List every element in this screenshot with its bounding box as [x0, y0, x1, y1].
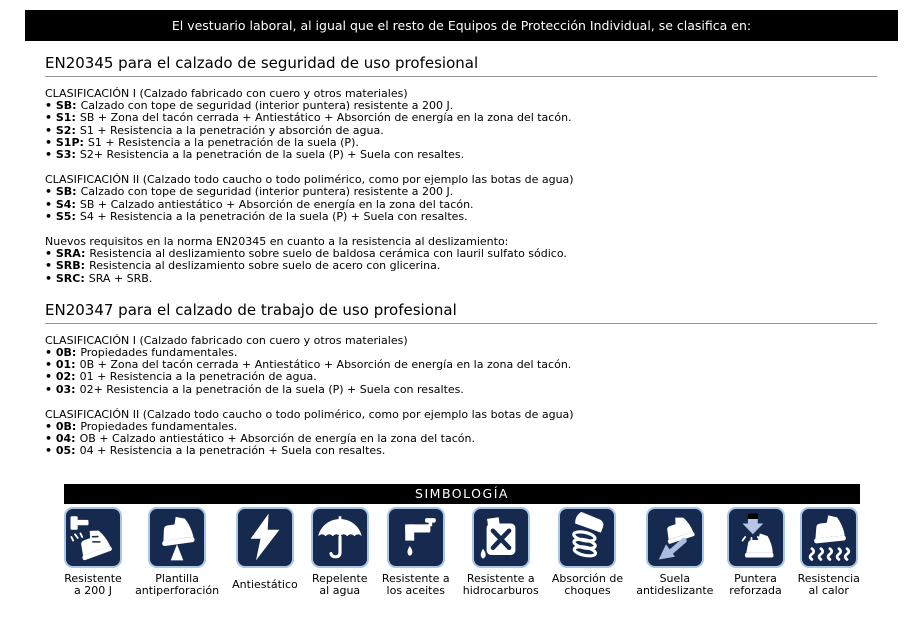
- banner-text: El vestuario laboral, al igual que el resto de Equipos de Protección Individual, se clasifica en:: [171, 18, 752, 33]
- symbology-icons-row: [64, 507, 860, 598]
- item-code: SRB:: [55, 259, 86, 273]
- symbol-label: Resistente a hidrocarburos: [462, 572, 539, 598]
- item-text: 04 + Resistencia a la penetración + Suela con resaltes.: [79, 444, 386, 458]
- classification-item: [45, 384, 877, 396]
- symbol-impact-200j: [64, 507, 122, 598]
- item-text: 02+ Resistencia a la penetración de la suela (P) + Suela con resaltes.: [79, 382, 464, 396]
- classification-block: [45, 174, 877, 223]
- item-text: SB + Calzado antiestático + Absorción de energía en la zona del tacón.: [79, 197, 474, 211]
- item-code: S3:: [55, 148, 76, 162]
- symbol-label: Resistencia al calor: [797, 572, 860, 598]
- item-code: S5:: [55, 209, 76, 223]
- item-code: 01:: [55, 358, 76, 372]
- classification-item: [45, 125, 877, 137]
- symbol-antislip: [636, 507, 713, 598]
- symbol-label: Suela antideslizante: [636, 572, 714, 598]
- lightning-icon: [236, 507, 294, 568]
- umbrella-icon: [311, 507, 369, 568]
- symbol-toe-cap: [727, 507, 785, 598]
- heat-waves-icon: [800, 507, 858, 568]
- classification-heading: CLASIFICACIÓN I (Calzado fabricado con cuero y otros materiales): [45, 333, 408, 347]
- document-body: [45, 54, 877, 458]
- item-code: 0B:: [55, 420, 77, 434]
- fuel-can-icon: [472, 507, 530, 568]
- item-text: Propiedades fundamentales.: [80, 420, 238, 434]
- item-text: Calzado con tope de seguridad (interior puntera) resistente a 200 J.: [80, 99, 454, 113]
- symbol-antistatic: [232, 507, 298, 598]
- toe-cap-arrow-icon: [727, 507, 785, 568]
- item-code: S4:: [55, 197, 76, 211]
- item-text: 0B + Zona del tacón cerrada + Antiestático + Absorción de energía en la zona del tacón.: [79, 358, 572, 372]
- item-code: S2:: [55, 123, 76, 137]
- item-text: S4 + Resistencia a la penetración de la suela (P) + Suela con resaltes.: [79, 209, 468, 223]
- item-text: OB + Calzado antiestático + Absorción de energía en la zona del tacón.: [79, 432, 475, 446]
- item-text: Propiedades fundamentales.: [80, 346, 238, 360]
- symbol-antiperforation: [135, 507, 219, 598]
- symbol-label: Resistente a los aceites: [381, 572, 450, 598]
- slip-requirements-block: [45, 236, 877, 285]
- section-title: EN20347 para el calzado de trabajo de uso profesional: [45, 301, 877, 324]
- classification-item: [45, 371, 877, 383]
- classification-item: [45, 211, 877, 223]
- item-text: Calzado con tope de seguridad (interior puntera) resistente a 200 J.: [80, 185, 454, 199]
- section-en20347: [45, 301, 877, 458]
- item-text: S1 + Resistencia a la penetración y absorción de agua.: [79, 123, 384, 137]
- classification-heading: Nuevos requisitos en la norma EN20345 en cuanto a la resistencia al deslizamiento:: [45, 235, 509, 249]
- classification-block: [45, 409, 877, 458]
- symbol-label: Absorción de choques: [551, 572, 624, 598]
- symbol-label: Repelente al agua: [312, 572, 368, 598]
- symbol-oil-resistant: [382, 507, 450, 598]
- classification-block: [45, 88, 877, 161]
- item-code: 05:: [55, 444, 76, 458]
- puncture-sole-icon: [148, 507, 206, 568]
- classification-heading: CLASIFICACIÓN II (Calzado todo caucho o todo polimérico, como por ejemplo las botas de agua): [45, 173, 574, 187]
- symbol-label: Puntera reforzada: [729, 572, 782, 598]
- item-code: 0B:: [55, 346, 77, 360]
- item-code: SB:: [55, 99, 77, 113]
- symbol-hydrocarbons: [463, 507, 539, 598]
- item-text: SB + Zona del tacón cerrada + Antiestático + Absorción de energía en la zona del tacón.: [79, 111, 572, 125]
- item-code: SB:: [55, 185, 77, 199]
- symbol-heat-resistance: [798, 507, 860, 598]
- item-code: SRC:: [55, 271, 85, 285]
- item-code: 02:: [55, 370, 76, 384]
- classification-item: [45, 273, 877, 285]
- item-code: S1P:: [55, 135, 84, 149]
- hammer-impact-icon: [64, 507, 122, 568]
- symbol-label: Antiestático: [232, 578, 298, 592]
- section-en20345: [45, 54, 877, 285]
- shock-spring-icon: [558, 507, 616, 568]
- item-text: SRA + SRB.: [88, 271, 153, 285]
- slip-resistant-icon: [646, 507, 704, 568]
- classification-item: [45, 199, 877, 211]
- item-text: Resistencia al deslizamiento sobre suelo de acero con glicerina.: [89, 259, 441, 273]
- classification-item: [45, 445, 877, 457]
- classification-item: [45, 149, 877, 161]
- item-text: 01 + Resistencia a la penetración de agua.: [79, 370, 317, 384]
- section-title: EN20345 para el calzado de seguridad de uso profesional: [45, 54, 877, 77]
- oil-tap-icon: [387, 507, 445, 568]
- top-banner: [25, 10, 898, 41]
- symbol-water-repellent: [311, 507, 369, 598]
- item-code: 04:: [55, 432, 76, 446]
- classification-item: [45, 260, 877, 272]
- symbol-shock-absorption: [552, 507, 623, 598]
- classification-item: [45, 186, 877, 198]
- classification-heading: CLASIFICACIÓN I (Calzado fabricado con cuero y otros materiales): [45, 87, 408, 100]
- item-code: S1:: [55, 111, 76, 125]
- symbology-section: [64, 484, 860, 598]
- symbol-label: Resistente a 200 J: [64, 572, 122, 598]
- item-code: 03:: [55, 382, 76, 396]
- symbology-title: SIMBOLOGÍA: [64, 484, 860, 504]
- classification-heading: CLASIFICACIÓN II (Calzado todo caucho o todo polimérico, como por ejemplo las botas de agua): [45, 407, 574, 421]
- item-text: S2+ Resistencia a la penetración de la suela (P) + Suela con resaltes.: [79, 148, 465, 162]
- item-text: S1 + Resistencia a la penetración de la suela (P).: [87, 135, 359, 149]
- item-text: Resistencia al deslizamiento sobre suelo de baldosa cerámica con lauril sulfato sódico.: [89, 247, 567, 261]
- symbol-label: Plantilla antiperforación: [135, 572, 220, 598]
- classification-item: [45, 112, 877, 124]
- item-code: SRA:: [55, 247, 86, 261]
- classification-block: [45, 335, 877, 396]
